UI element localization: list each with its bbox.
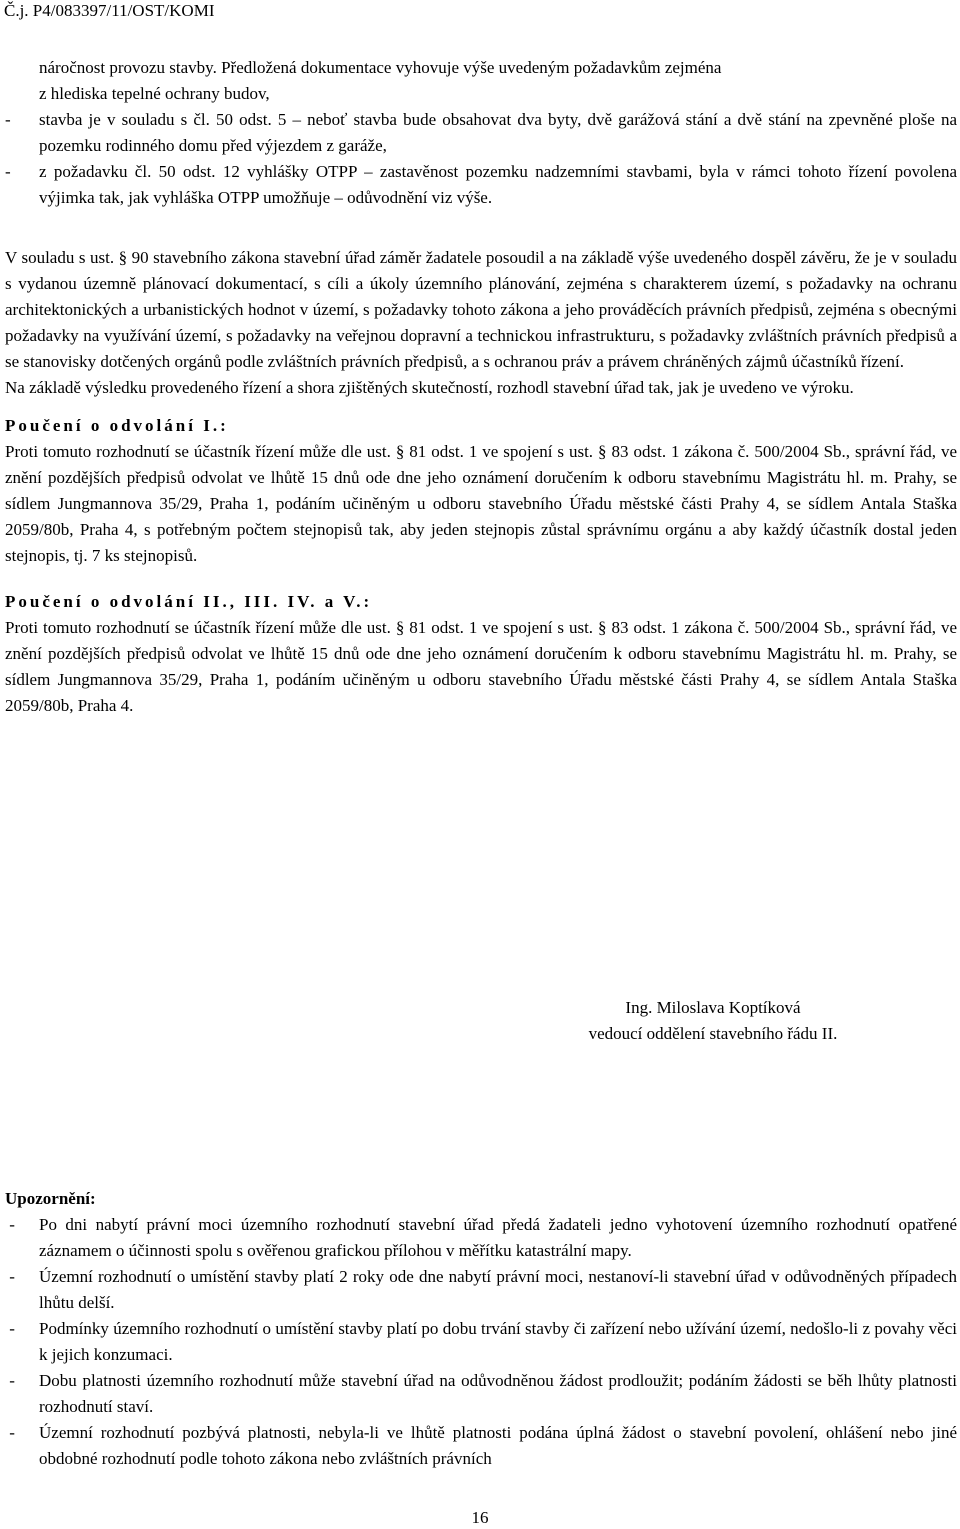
signature-block <box>548 995 878 1047</box>
page-number: 16 <box>471 1508 489 1527</box>
notice-item <box>5 1420 957 1472</box>
bullet-dash: - <box>5 1215 15 1234</box>
notice-item-text: Po dni nabytí právní moci územního rozhodnutí stavební úřad předá žadateli jedno vyhotovení územního rozhodnutí opatřené záznamem o účinnosti spolu s ověřenou grafickou přílohou v měřítku katastrální mapy. <box>39 1215 957 1260</box>
bullet-dash: - <box>5 1371 15 1390</box>
bullet-dash: - <box>5 1267 15 1286</box>
notice-title: Upozornění: <box>5 1189 96 1208</box>
document-reference: Č.j. P4/083397/11/OST/KOMI <box>4 1 215 20</box>
notice-item-text: Územní rozhodnutí pozbývá platnosti, nebyla-li ve lhůtě platnosti podána úplná žádost o stavební povolení, ohlášení nebo jiné obdobné rozhodnutí podle tohoto zákona nebo zvláštních právních <box>39 1423 957 1468</box>
appeal-text: Proti tomuto rozhodnutí se účastník řízení může dle ust. § 81 odst. 1 ve spojení s ust. § 83 odst. 1 zákona č. 500/2004 Sb., správní řád, ve znění pozdějších předpisů odvolat ve lhůtě 15 dnů ode dne jeho oznámení doručením k odboru stavebnímu Magistrátu hl. m. Prahy, se sídlem Jungmannova 35/29, Praha 1, podáním učiněným u odboru stavebního Úřadu městské části Prahy 4, se sídlem Antala Staška 2059/80b, Praha 4. <box>5 618 957 715</box>
appeal-heading: Poučení o odvolání II., III. IV. a V.: <box>5 592 373 611</box>
bullet-dash: - <box>5 110 11 129</box>
notice-item-text: Územní rozhodnutí o umístění stavby platí 2 roky ode dne nabytí právní moci, nestanoví-li stavební úřad v odůvodněných případech lhůtu delší. <box>39 1267 957 1312</box>
conclusion-paragraph: Na základě výsledku provedeného řízení a shora zjištěných skutečností, rozhodl stavební úřad tak, jak je uvedeno ve výroku. <box>5 378 854 397</box>
notice-item <box>5 1264 957 1316</box>
intro-section <box>5 55 957 211</box>
bullet-dash: - <box>5 1423 15 1442</box>
appeal-text: Proti tomuto rozhodnutí se účastník řízení může dle ust. § 81 odst. 1 ve spojení s ust. § 83 odst. 1 zákona č. 500/2004 Sb., správní řád, ve znění pozdějších předpisů odvolat ve lhůtě 15 dnů ode dne jeho oznámení doručením k odboru stavebnímu Magistrátu hl. m. Prahy, se sídlem Jungmannova 35/29, Praha 1, podáním učiněným u odboru stavebního Úřadu městské části Prahy 4, se sídlem Antala Staška 2059/80b, Praha 4, s potřebným počtem stejnopisů tak, aby jeden stejnopis zůstal správnímu orgánu a aby každý účastník dostal jeden stejnopis, tj. 7 ks stejnopisů. <box>5 442 957 565</box>
bullet-dash: - <box>5 1319 15 1338</box>
notice-item-text: Dobu platnosti územního rozhodnutí může stavební úřad na odůvodněnou žádost prodloužit; podáním žádosti se běh lhůty platnosti rozhodnutí staví. <box>39 1371 957 1416</box>
notice-item-text: Podmínky územního rozhodnutí o umístění stavby platí po dobu trvání stavby či zařízení nebo užívání území, nedošlo-li z povahy věci k jejich konzumaci. <box>39 1319 957 1364</box>
notice-section <box>5 1186 957 1472</box>
notice-item <box>5 1316 957 1368</box>
bullet-text: z požadavku čl. 50 odst. 12 vyhlášky OTPP – zastavěnost pozemku nadzemními stavbami, byla v rámci tohoto řízení povolena výjimka tak, jak vyhláška OTPP umožňuje – odůvodnění viz výše. <box>39 162 957 207</box>
document-body <box>5 55 957 719</box>
bullet-text: stavba je v souladu s čl. 50 odst. 5 – neboť stavba bude obsahovat dva byty, dvě garážová stání a dvě stání na zpevněné ploše na pozemku rodinného domu před výjezdem z garáže, <box>39 110 957 155</box>
notice-item <box>5 1212 957 1264</box>
notice-item <box>5 1368 957 1420</box>
intro-bullet <box>5 107 957 159</box>
intro-line: náročnost provozu stavby. Předložená dokumentace vyhovuje výše uvedeným požadavkům zejména <box>39 58 722 77</box>
intro-bullet <box>5 159 957 211</box>
appeal-heading: Poučení o odvolání I.: <box>5 416 229 435</box>
signatory-name: Ing. Miloslava Koptíková <box>625 998 801 1017</box>
conclusion-paragraph: V souladu s ust. § 90 stavebního zákona stavební úřad záměr žadatele posoudil a na základě výše uvedeného dospěl závěru, že je v souladu s vydanou územně plánovací dokumentací, s cíli a úkoly územního plánování, zejména s charakterem území, s požadavky na ochranu architektonických a urbanistických hodnot v území, s požadavky tohoto zákona a jeho prováděcích právních předpisů, zejména s obecnými požadavky na využívání území, s požadavky na veřejnou dopravní a technickou infrastrukturu, s požadavky zvláštních právních předpisů a se stanovisky dotčených orgánů podle zvláštních právních předpisů, a s ochranou práv a právem chráněných zájmů účastníků řízení. <box>5 248 957 371</box>
signatory-title: vedoucí oddělení stavebního řádu II. <box>588 1024 838 1043</box>
intro-line: z hlediska tepelné ochrany budov, <box>39 84 270 103</box>
bullet-dash: - <box>5 162 11 181</box>
